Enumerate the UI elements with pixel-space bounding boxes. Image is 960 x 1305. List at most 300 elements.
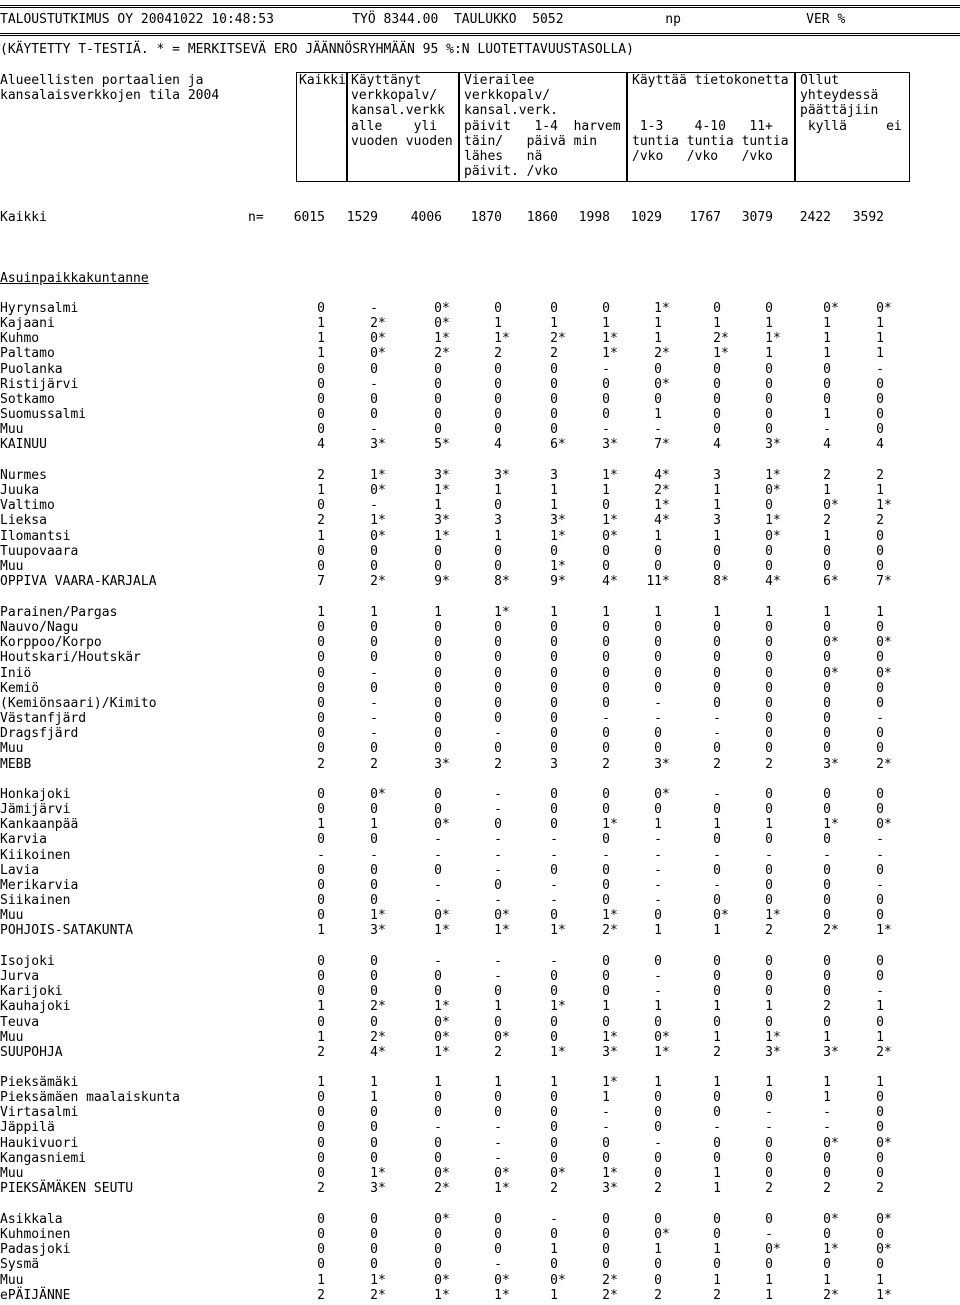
- col-header-vier-3: kansal.verk.: [464, 103, 558, 118]
- table-row: [0, 666, 960, 681]
- col-header-ollut-2: yhteydessä: [800, 88, 879, 103]
- table-cell: -: [317, 848, 325, 863]
- table-cell: 1: [876, 999, 884, 1014]
- table-cell: 0: [713, 559, 721, 574]
- table-cell: 0: [713, 741, 721, 756]
- table-cell: 0*: [823, 1136, 839, 1151]
- table-cell: 4*: [654, 513, 670, 528]
- table-row: [0, 437, 960, 452]
- table-cell: 0: [765, 893, 773, 908]
- table-cell: 0: [765, 863, 773, 878]
- row-label: Jämijärvi: [0, 802, 71, 817]
- table-row: [0, 1075, 960, 1090]
- table-cell: -: [494, 1120, 502, 1135]
- table-cell: 0: [876, 969, 884, 984]
- table-cell: 2*: [370, 1030, 386, 1045]
- table-cell: 0: [713, 832, 721, 847]
- table-cell: 1: [370, 1090, 378, 1105]
- table-cell: 0: [370, 1015, 378, 1030]
- table-cell: 0: [434, 1136, 442, 1151]
- table-cell: 0: [876, 726, 884, 741]
- table-row: [0, 422, 960, 437]
- col-header-tiet-1: Käyttää tietokonetta: [632, 73, 789, 88]
- table-cell: 1: [550, 605, 558, 620]
- row-label: Kemiö: [0, 681, 40, 696]
- table-cell: 0: [823, 969, 831, 984]
- total-row-n-label: n=: [248, 210, 264, 225]
- table-row: [0, 863, 960, 878]
- row-label: Puolanka: [0, 362, 63, 377]
- table-cell: 0*: [434, 1166, 450, 1181]
- table-row: [0, 1136, 960, 1151]
- table-cell: 0: [876, 1151, 884, 1166]
- table-cell: 0: [434, 635, 442, 650]
- table-cell: 1: [713, 1166, 721, 1181]
- table-cell: 0: [317, 559, 325, 574]
- table-cell: 0: [434, 666, 442, 681]
- table-cell: 0: [765, 802, 773, 817]
- table-cell: 1: [602, 605, 610, 620]
- row-label: Jurva: [0, 969, 40, 984]
- table-cell: 0: [823, 559, 831, 574]
- row-label: Jäppilä: [0, 1120, 55, 1135]
- table-cell: -: [823, 1120, 831, 1135]
- table-cell: 1: [876, 483, 884, 498]
- table-cell: 0: [602, 666, 610, 681]
- row-label: Muu: [0, 559, 24, 574]
- table-row: [0, 1120, 960, 1135]
- table-cell: -: [876, 878, 884, 893]
- table-cell: 0: [654, 1151, 662, 1166]
- table-cell: 0: [602, 1242, 610, 1257]
- table-cell: 0: [876, 802, 884, 817]
- table-cell: 2: [602, 757, 610, 772]
- table-cell: 0: [550, 1090, 558, 1105]
- table-cell: 0: [494, 407, 502, 422]
- table-cell: 0: [654, 650, 662, 665]
- table-cell: 0: [434, 1151, 442, 1166]
- table-cell: 0: [713, 635, 721, 650]
- table-cell: 2: [823, 999, 831, 1014]
- table-cell: -: [370, 848, 378, 863]
- row-label: Muu: [0, 741, 24, 756]
- table-row: [0, 513, 960, 528]
- row-label: Merikarvia: [0, 878, 79, 893]
- table-cell: 0: [654, 362, 662, 377]
- table-cell: 1: [602, 483, 610, 498]
- table-cell: 1: [765, 817, 773, 832]
- row-label: Muu: [0, 1166, 24, 1181]
- table-cell: 0*: [823, 301, 839, 316]
- table-cell: 1: [823, 1030, 831, 1045]
- table-cell: 0*: [602, 529, 618, 544]
- table-cell: -: [550, 893, 558, 908]
- table-cell: 1*: [765, 908, 781, 923]
- table-cell: 2: [317, 513, 325, 528]
- table-cell: 0: [602, 954, 610, 969]
- table-row: [0, 377, 960, 392]
- table-cell: -: [876, 362, 884, 377]
- table-cell: 0: [317, 650, 325, 665]
- table-cell: 1: [602, 316, 610, 331]
- total-value: 4006: [410, 210, 442, 225]
- table-cell: 0: [876, 529, 884, 544]
- table-cell: 0*: [765, 1242, 781, 1257]
- table-row: [0, 999, 960, 1014]
- table-cell: -: [434, 878, 442, 893]
- table-cell: 0*: [876, 1136, 892, 1151]
- table-cell: 0*: [434, 316, 450, 331]
- table-row: [0, 559, 960, 574]
- table-cell: 0: [317, 984, 325, 999]
- col-header-tiet-4: 1-3 4-10 11+: [632, 119, 773, 134]
- table-cell: 0: [550, 635, 558, 650]
- table-cell: 1*: [713, 346, 729, 361]
- table-cell: 0*: [654, 787, 670, 802]
- table-cell: 0: [370, 1227, 378, 1242]
- table-cell: 1: [317, 1075, 325, 1090]
- table-cell: 1: [370, 1075, 378, 1090]
- table-cell: 0: [434, 362, 442, 377]
- table-cell: 4*: [654, 468, 670, 483]
- table-cell: 0: [317, 422, 325, 437]
- table-cell: 9*: [550, 574, 566, 589]
- table-cell: 0: [823, 908, 831, 923]
- table-row: [0, 529, 960, 544]
- table-cell: 0: [713, 1227, 721, 1242]
- table-cell: 0: [317, 1151, 325, 1166]
- table-row: [0, 1090, 960, 1105]
- table-cell: 0: [602, 1257, 610, 1272]
- row-label: Dragsfjärd: [0, 726, 79, 741]
- table-cell: 2: [317, 1288, 325, 1303]
- table-cell: 1*: [602, 346, 618, 361]
- table-cell: 0: [370, 407, 378, 422]
- table-cell: 2: [713, 1045, 721, 1060]
- table-cell: -: [823, 848, 831, 863]
- table-cell: -: [823, 422, 831, 437]
- table-cell: 1*: [370, 908, 386, 923]
- table-cell: 0: [602, 498, 610, 513]
- table-cell: 2: [654, 1181, 662, 1196]
- table-cell: 0: [823, 650, 831, 665]
- table-cell: 0*: [654, 377, 670, 392]
- table-cell: 2*: [602, 1273, 618, 1288]
- table-cell: 0: [370, 1212, 378, 1227]
- table-row: [0, 650, 960, 665]
- table-row: [0, 681, 960, 696]
- table-cell: 0: [823, 392, 831, 407]
- row-label: Virtasalmi: [0, 1105, 79, 1120]
- table-cell: 6*: [823, 574, 839, 589]
- table-cell: 0: [370, 1120, 378, 1135]
- table-cell: 11*: [646, 574, 670, 589]
- table-row: [0, 908, 960, 923]
- table-cell: 0*: [823, 635, 839, 650]
- table-cell: 0*: [434, 908, 450, 923]
- table-cell: 0: [765, 954, 773, 969]
- row-label: Houtskari/Houtskär: [0, 650, 141, 665]
- table-cell: 0: [494, 696, 502, 711]
- table-cell: 0: [317, 362, 325, 377]
- table-cell: 1: [823, 1075, 831, 1090]
- table-cell: 4*: [765, 574, 781, 589]
- row-label: Sotkamo: [0, 392, 55, 407]
- table-cell: 1: [713, 483, 721, 498]
- table-cell: 0: [602, 787, 610, 802]
- row-label: OPPIVA VAARA-KARJALA: [0, 574, 157, 589]
- table-cell: 0: [713, 969, 721, 984]
- table-row: [0, 620, 960, 635]
- table-cell: -: [876, 711, 884, 726]
- table-cell: 0: [876, 559, 884, 574]
- table-cell: 0*: [550, 1273, 566, 1288]
- table-cell: 0: [434, 377, 442, 392]
- table-cell: 0: [370, 635, 378, 650]
- table-cell: 0: [434, 1227, 442, 1242]
- table-cell: 1*: [602, 1166, 618, 1181]
- table-cell: 0: [602, 681, 610, 696]
- table-cell: 1: [823, 529, 831, 544]
- table-cell: -: [654, 848, 662, 863]
- total-row-label: Kaikki: [0, 210, 47, 225]
- table-cell: 0: [823, 787, 831, 802]
- table-cell: 4: [317, 437, 325, 452]
- table-cell: 2: [550, 346, 558, 361]
- table-cell: 0*: [765, 529, 781, 544]
- table-cell: 0: [765, 498, 773, 513]
- table-cell: 0: [823, 620, 831, 635]
- table-cell: -: [550, 848, 558, 863]
- table-cell: 2*: [434, 1181, 450, 1196]
- table-cell: 2*: [713, 331, 729, 346]
- table-cell: 2: [654, 1288, 662, 1303]
- table-cell: 1: [765, 1288, 773, 1303]
- table-row: [0, 984, 960, 999]
- table-cell: 0*: [823, 666, 839, 681]
- table-cell: 0: [654, 1212, 662, 1227]
- top-double-rule: [0, 5, 960, 8]
- table-cell: 1: [317, 483, 325, 498]
- table-cell: 0: [434, 559, 442, 574]
- table-cell: 1*: [550, 559, 566, 574]
- row-label: Muu: [0, 1030, 24, 1045]
- table-cell: 0: [370, 620, 378, 635]
- table-cell: 0: [713, 696, 721, 711]
- row-label: Västanfjärd: [0, 711, 87, 726]
- table-cell: 0: [876, 1257, 884, 1272]
- table-cell: 0*: [370, 331, 386, 346]
- table-cell: 0: [823, 377, 831, 392]
- table-cell: -: [602, 848, 610, 863]
- row-label: POHJOIS-SATAKUNTA: [0, 923, 134, 938]
- table-cell: 4: [876, 437, 884, 452]
- table-cell: 1: [654, 1242, 662, 1257]
- table-cell: 0: [317, 1120, 325, 1135]
- total-value: 1529: [346, 210, 378, 225]
- table-cell: 3: [713, 468, 721, 483]
- table-cell: 0: [494, 544, 502, 559]
- table-cell: 0: [550, 726, 558, 741]
- table-cell: 0: [765, 1136, 773, 1151]
- table-cell: 0: [602, 832, 610, 847]
- table-row: [0, 1212, 960, 1227]
- row-label: Honkajoki: [0, 787, 71, 802]
- table-cell: 0: [494, 984, 502, 999]
- table-cell: 2*: [654, 483, 670, 498]
- table-cell: 1*: [370, 513, 386, 528]
- table-cell: 1: [550, 316, 558, 331]
- table-cell: 2: [765, 1181, 773, 1196]
- table-cell: 0: [550, 620, 558, 635]
- table-row: [0, 923, 960, 938]
- table-cell: -: [602, 711, 610, 726]
- table-cell: 0: [317, 908, 325, 923]
- table-cell: 2: [876, 513, 884, 528]
- table-cell: 0: [370, 1136, 378, 1151]
- table-row: [0, 787, 960, 802]
- table-cell: 7*: [876, 574, 892, 589]
- table-cell: 0: [494, 1227, 502, 1242]
- table-cell: 3*: [370, 1181, 386, 1196]
- table-cell: 0: [765, 696, 773, 711]
- table-cell: 0: [434, 984, 442, 999]
- row-label: Tuupovaara: [0, 544, 79, 559]
- table-cell: 0: [602, 984, 610, 999]
- table-cell: 0*: [434, 301, 450, 316]
- table-cell: 0: [823, 893, 831, 908]
- table-cell: 0: [317, 1015, 325, 1030]
- table-row: [0, 696, 960, 711]
- table-cell: 1*: [550, 1045, 566, 1060]
- table-cell: 0: [654, 802, 662, 817]
- table-cell: 3*: [434, 513, 450, 528]
- table-cell: 0: [876, 1120, 884, 1135]
- table-cell: 0: [765, 681, 773, 696]
- table-cell: 1: [434, 498, 442, 513]
- table-cell: 1: [434, 605, 442, 620]
- table-cell: 2: [494, 346, 502, 361]
- table-cell: 0: [765, 726, 773, 741]
- total-value: 3592: [852, 210, 884, 225]
- table-cell: 0: [713, 681, 721, 696]
- table-cell: 0: [370, 362, 378, 377]
- table-cell: 1: [876, 1075, 884, 1090]
- table-cell: 2*: [370, 574, 386, 589]
- table-cell: 0*: [654, 1030, 670, 1045]
- table-cell: 1: [713, 817, 721, 832]
- table-cell: -: [494, 1151, 502, 1166]
- table-cell: 1: [602, 999, 610, 1014]
- col-header-vier-1: Vierailee: [464, 73, 535, 88]
- table-cell: 0: [370, 392, 378, 407]
- table-cell: -: [370, 726, 378, 741]
- table-cell: 4: [494, 437, 502, 452]
- table-cell: 1*: [434, 483, 450, 498]
- table-cell: -: [654, 1136, 662, 1151]
- row-label: Parainen/Pargas: [0, 605, 118, 620]
- table-cell: 0: [550, 787, 558, 802]
- table-cell: 0: [317, 407, 325, 422]
- table-cell: -: [713, 878, 721, 893]
- table-cell: 1*: [434, 529, 450, 544]
- table-cell: 1*: [654, 498, 670, 513]
- table-cell: 1*: [434, 999, 450, 1014]
- table-cell: 1*: [494, 1288, 510, 1303]
- table-cell: -: [494, 787, 502, 802]
- total-value: 6015: [293, 210, 325, 225]
- table-cell: 0: [602, 969, 610, 984]
- table-cell: 2: [713, 1288, 721, 1303]
- table-cell: 1: [317, 999, 325, 1014]
- table-cell: -: [765, 1105, 773, 1120]
- table-cell: 0: [765, 969, 773, 984]
- table-row: [0, 331, 960, 346]
- table-row: [0, 878, 960, 893]
- table-cell: 0: [823, 832, 831, 847]
- table-cell: -: [713, 848, 721, 863]
- total-value: 1767: [689, 210, 721, 225]
- row-label: Isojoki: [0, 954, 55, 969]
- table-cell: 0: [602, 377, 610, 392]
- table-row: [0, 726, 960, 741]
- table-cell: 0: [434, 711, 442, 726]
- col-header-kaytt-4: alle yli: [351, 119, 438, 134]
- row-label: Nurmes: [0, 468, 47, 483]
- table-cell: 1: [654, 605, 662, 620]
- table-cell: 0: [494, 1105, 502, 1120]
- table-cell: 1: [823, 605, 831, 620]
- table-cell: 1: [317, 529, 325, 544]
- table-cell: 1: [550, 1242, 558, 1257]
- table-cell: 3*: [654, 757, 670, 772]
- test-note-line: (KÄYTETTY T-TESTIÄ. * = MERKITSEVÄ ERO JÄÄNNÖSRYHMÄÄN 95 %:N LUOTETTAVUUSTASOLLA): [0, 42, 634, 57]
- row-label: ePÄIJÄNNE: [0, 1288, 71, 1303]
- table-cell: 0: [713, 1105, 721, 1120]
- table-cell: 0: [370, 878, 378, 893]
- table-cell: 0: [550, 1151, 558, 1166]
- table-cell: 0: [654, 635, 662, 650]
- table-cell: 0: [370, 893, 378, 908]
- table-cell: 0: [434, 863, 442, 878]
- row-label: SUUPOHJA: [0, 1045, 63, 1060]
- table-cell: 0: [765, 392, 773, 407]
- table-cell: -: [602, 422, 610, 437]
- table-cell: 0: [823, 711, 831, 726]
- table-cell: 0: [317, 969, 325, 984]
- table-cell: 0: [317, 863, 325, 878]
- row-label: MEBB: [0, 757, 32, 772]
- table-cell: 0: [654, 1015, 662, 1030]
- table-cell: 0: [494, 878, 502, 893]
- table-cell: 2*: [654, 346, 670, 361]
- table-cell: 0: [434, 969, 442, 984]
- table-cell: 0: [765, 377, 773, 392]
- table-cell: 0: [550, 908, 558, 923]
- table-cell: 2: [317, 1181, 325, 1196]
- table-cell: 0: [434, 620, 442, 635]
- total-value: 3079: [741, 210, 773, 225]
- table-cell: 0: [434, 1242, 442, 1257]
- table-cell: 0: [765, 1257, 773, 1272]
- table-row: [0, 316, 960, 331]
- table-cell: -: [494, 1257, 502, 1272]
- table-cell: 1*: [494, 605, 510, 620]
- table-cell: 1: [370, 817, 378, 832]
- table-cell: 0: [876, 893, 884, 908]
- table-cell: 0: [494, 711, 502, 726]
- table-cell: 1: [823, 331, 831, 346]
